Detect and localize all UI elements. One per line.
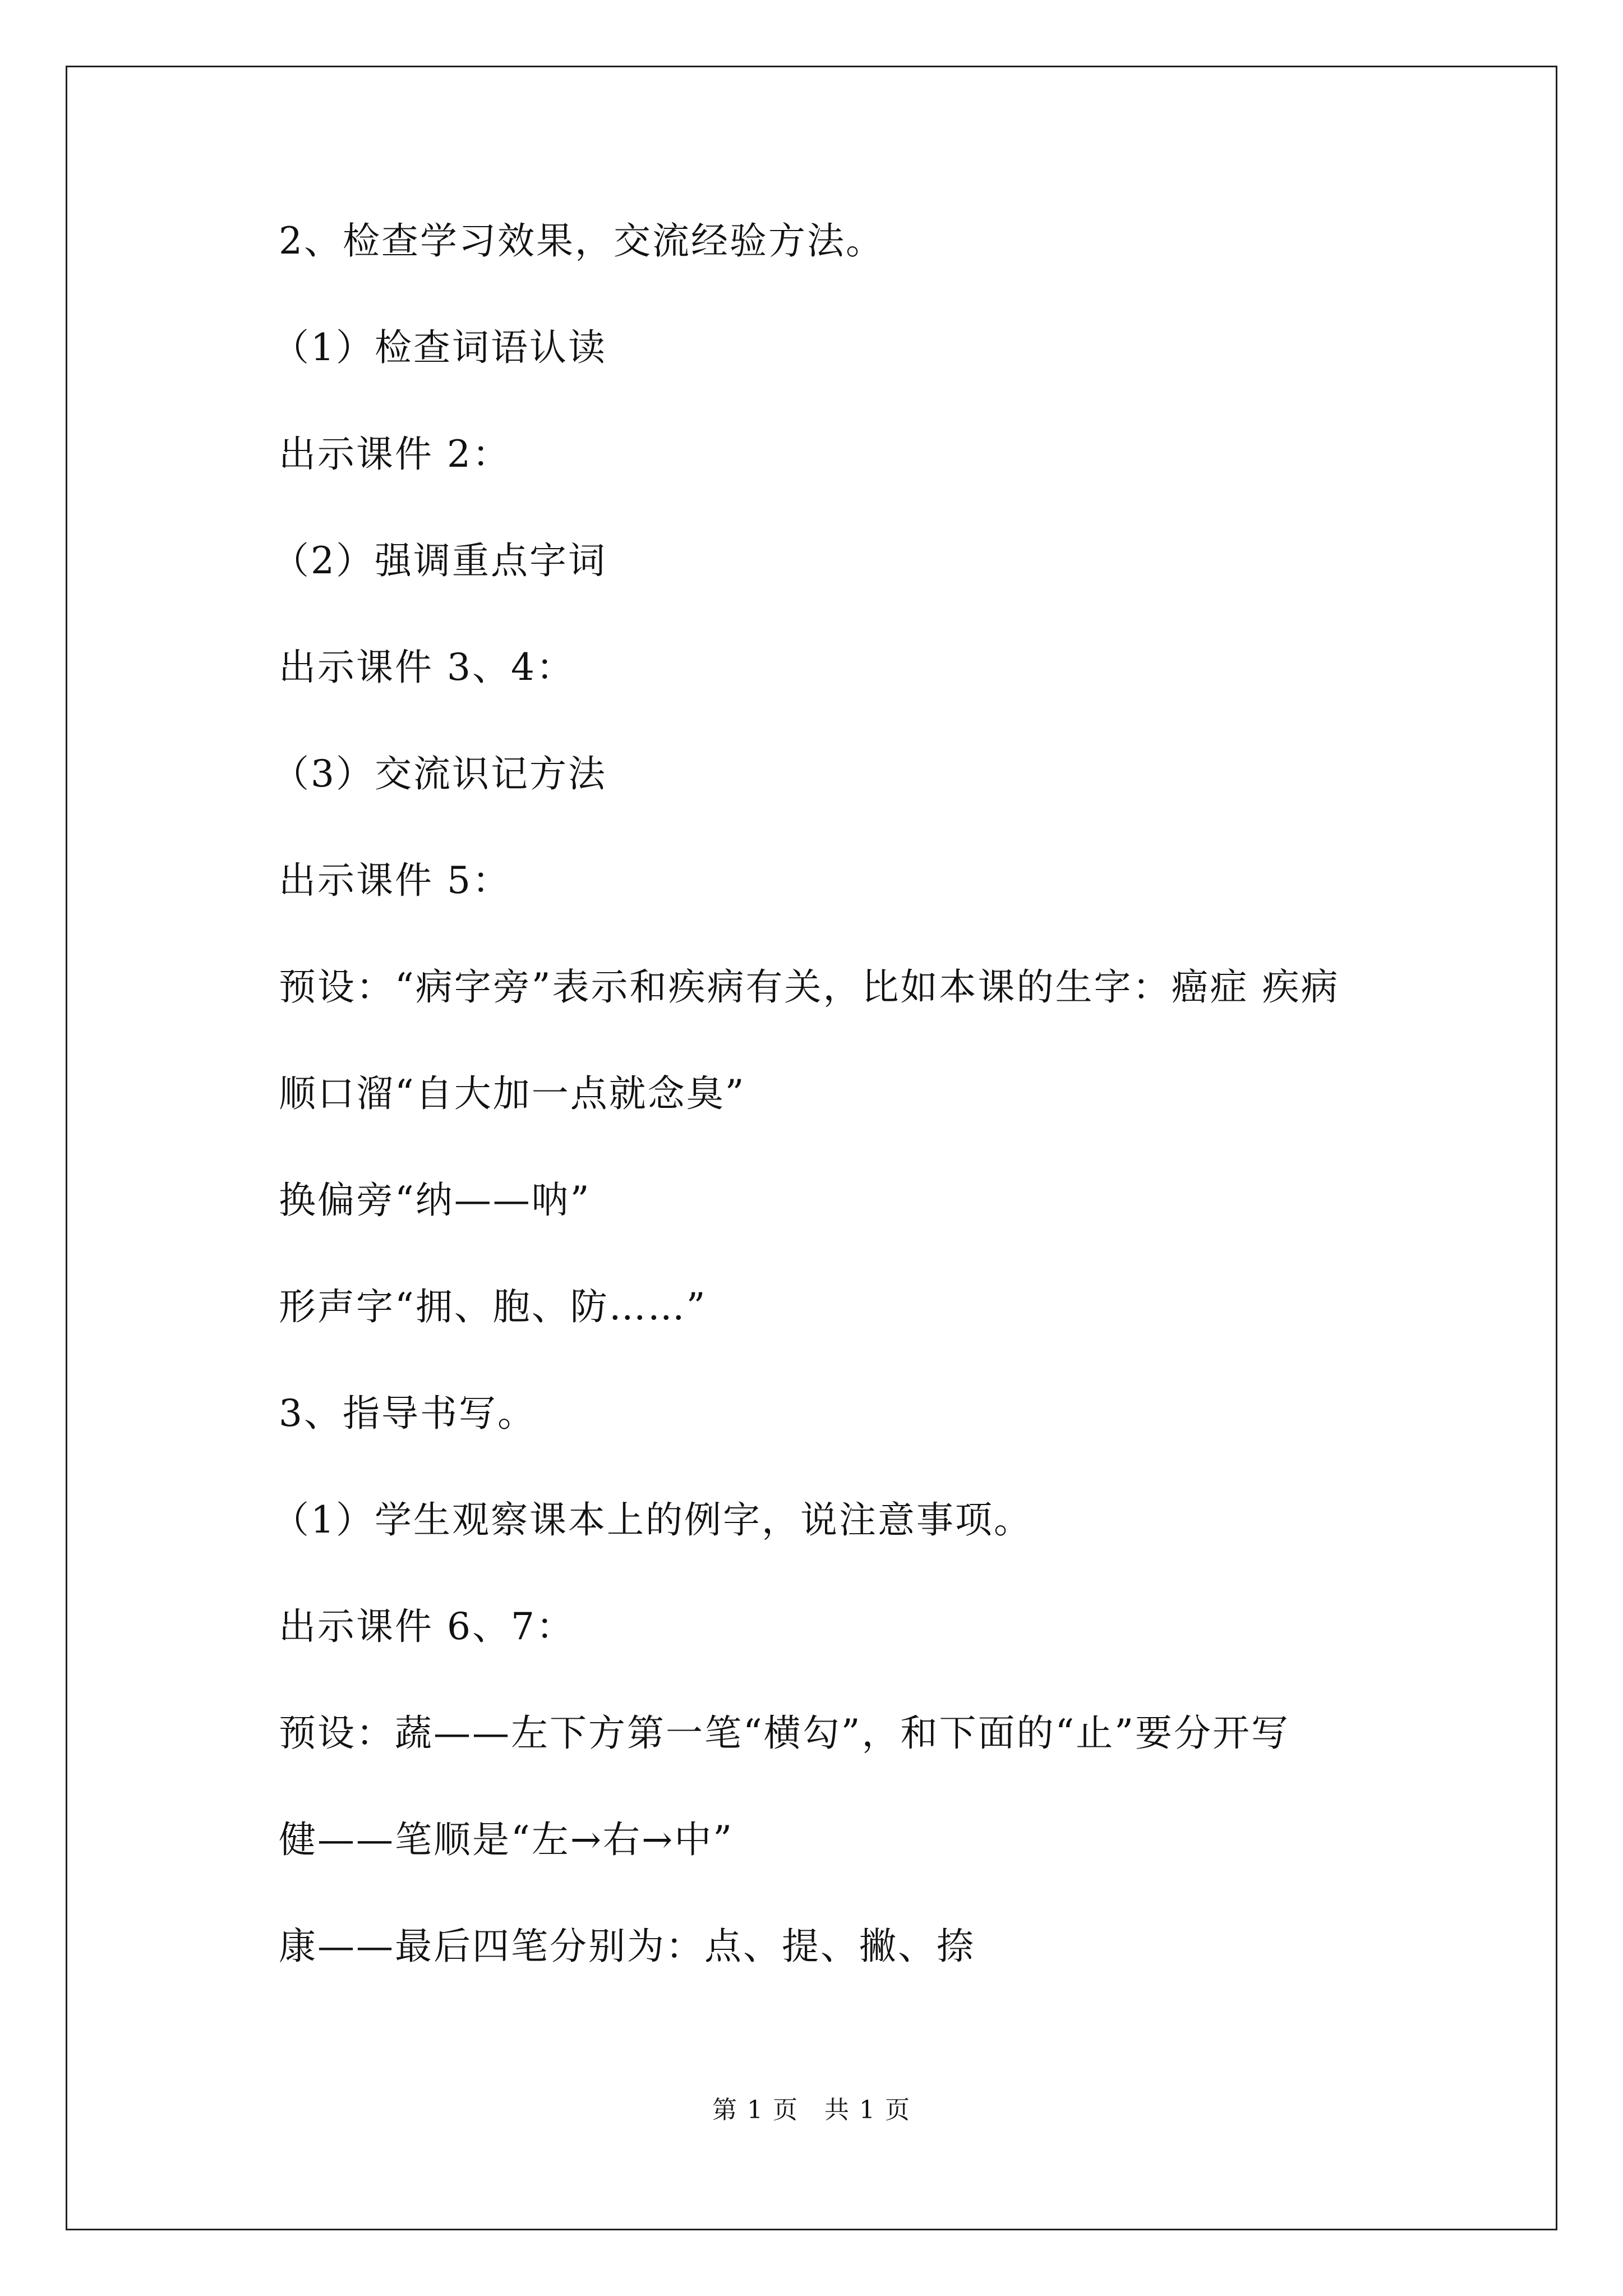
slide-note-2: 出示课件 2： <box>279 432 511 476</box>
stroke-order-jian: 健——笔顺是“左→右→中” <box>279 1818 734 1861</box>
student-observation-note: （1）学生观察课本上的例字，说注意事项。 <box>272 1498 1032 1542</box>
subheading-key-words: （2）强调重点字词 <box>272 539 607 582</box>
radical-swap-note: 换偏旁“纳——呐” <box>279 1179 591 1222</box>
heading-writing-guidance: 3、指导书写。 <box>279 1392 536 1435</box>
page-border <box>66 66 1557 2230</box>
preset-stroke-note-shu: 预设：蔬——左下方第一笔“横勾”，和下面的“止”要分开写 <box>279 1711 1290 1755</box>
subheading-word-reading: （1）检查词语认读 <box>272 326 607 369</box>
rhyme-note: 顺口溜“自大加一点就念臭” <box>279 1072 746 1115</box>
subheading-memory-methods: （3）交流识记方法 <box>272 752 607 795</box>
stroke-note-kang: 康——最后四笔分别为：点、提、撇、捺 <box>279 1925 975 1968</box>
preset-radical-note: 预设：“病字旁”表示和疾病有关，比如本课的生字：癌症 疾病 <box>279 965 1340 1009</box>
slide-note-3-4: 出示课件 3、4： <box>279 646 575 689</box>
phonetic-characters-note: 形声字“拥、胞、防……” <box>279 1285 707 1328</box>
heading-check-learning: 2、检查学习效果，交流经验方法。 <box>279 219 884 263</box>
slide-note-6-7: 出示课件 6、7： <box>279 1605 575 1648</box>
slide-note-5: 出示课件 5： <box>279 859 511 902</box>
page-number-footer: 第 1 页 共 1 页 <box>712 2096 911 2124</box>
